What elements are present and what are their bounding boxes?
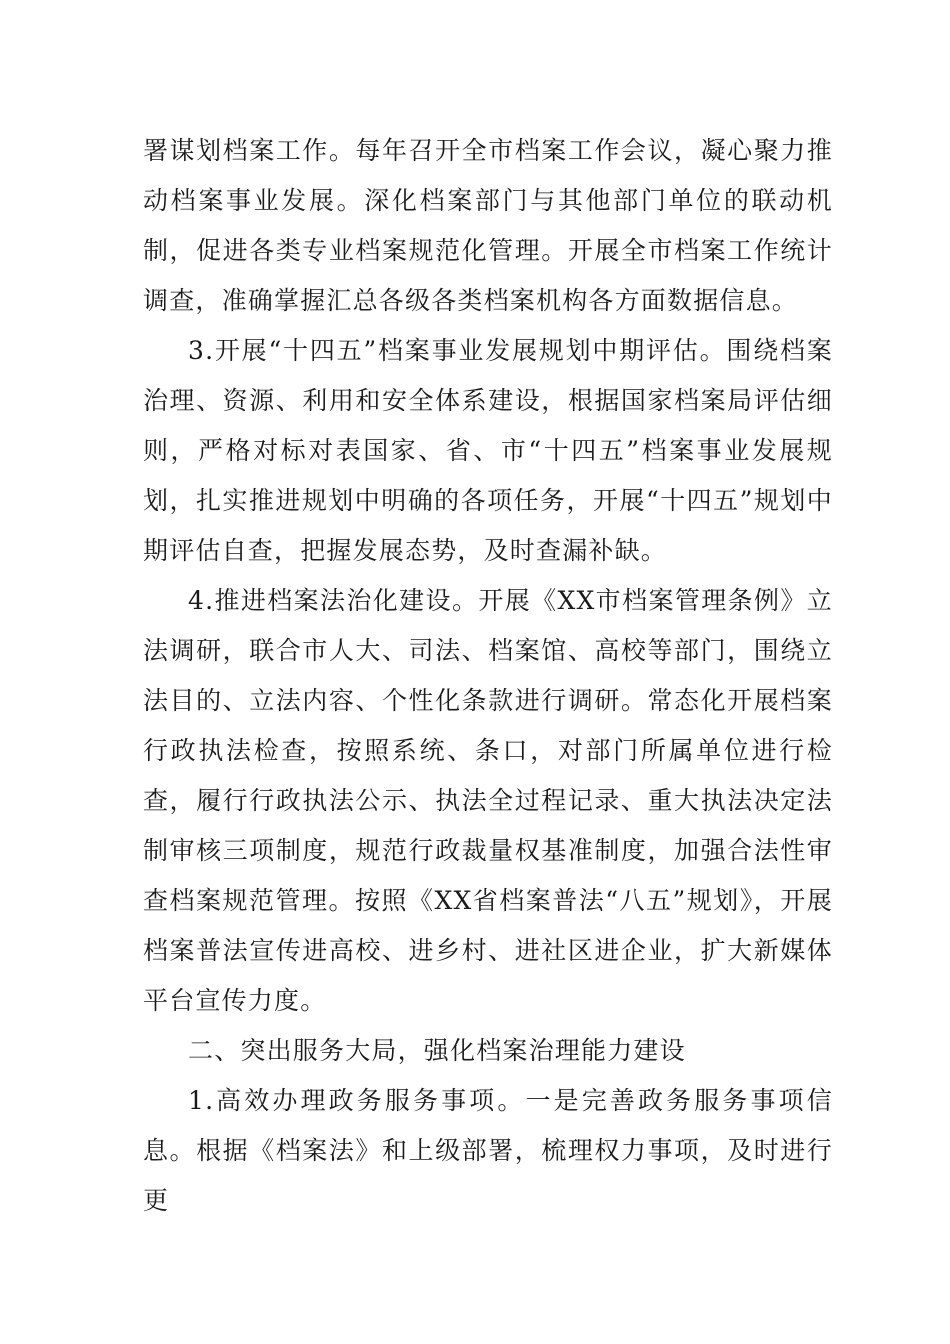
paragraph-archive-planning: 署谋划档案工作。每年召开全市档案工作会议，凝心聚力推动档案事业发展。深化档案部门与其他部门单位的联动机制，促进各类专业档案规范化管理。开展全市档案工作统计调查，准确掌握汇总各级各类档案机构各方面数据信息。: [143, 136, 833, 315]
section-heading-two: 二、突出服务大局，强化档案治理能力建设: [188, 1036, 686, 1065]
paragraph-government-services: 1.高效办理政务服务事项。一是完善政务服务事项信息。根据《档案法》和上级部署，梳理权力事项，及时进行更: [143, 1086, 833, 1215]
paragraph-five-year-plan-evaluation: 3.开展“十四五”档案事业发展规划中期评估。围绕档案治理、资源、利用和安全体系建设，根据国家档案局评估细则，严格对标对表国家、省、市“十四五”档案事业发展规划，扎实推进规划中明确的各项任务，开展“十四五”规划中期评估自查，把握发展态势，及时查漏补缺。: [143, 336, 833, 565]
paragraph-rule-of-law: 4.推进档案法治化建设。开展《XX市档案管理条例》立法调研，联合市人大、司法、档案馆、高校等部门，围绕立法目的、立法内容、个性化条款进行调研。常态化开展档案行政执法检查，按照系统、条口，对部门所属单位进行检查，履行行政执法公示、执法全过程记录、重大执法决定法制审核三项制度，规范行政裁量权基准制度，加强合法性审查档案规范管理。按照《XX省档案普法“八五”规划》，开展档案普法宣传进高校、进乡村、进社区进企业，扩大新媒体平台宣传力度。: [143, 586, 833, 1015]
document-body: [143, 126, 833, 1226]
